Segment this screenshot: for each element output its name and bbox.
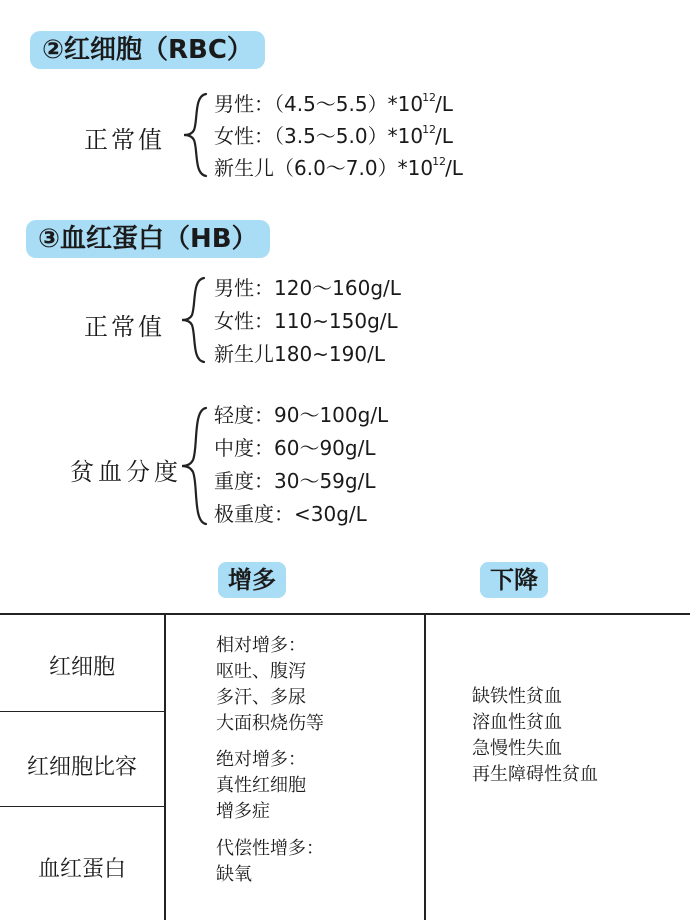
rbc-line-suffix: /L bbox=[435, 124, 453, 148]
hb-normal-label: 正常值 bbox=[84, 313, 165, 341]
increase-header: 增多 bbox=[218, 562, 286, 598]
list-item: 急慢性失血 bbox=[472, 738, 562, 759]
list-item: 再生障碍性贫血 bbox=[472, 764, 598, 785]
rbc-line-exp: 12 bbox=[422, 91, 437, 104]
list-item: 绝对增多： bbox=[216, 749, 306, 770]
table-row-divider bbox=[0, 711, 164, 712]
list-item: 大面积烧伤等 bbox=[216, 713, 324, 734]
table-top-border bbox=[0, 613, 690, 615]
rbc-line-newborn bbox=[214, 152, 463, 184]
anemia-line: 中度：60～90g/L bbox=[214, 436, 376, 460]
decrease-header: 下降 bbox=[480, 562, 548, 598]
list-item: 真性红细胞 bbox=[216, 775, 306, 796]
anemia-line: 重度：30～59g/L bbox=[214, 469, 376, 493]
anemia-line: 轻度：90～100g/L bbox=[214, 403, 389, 427]
hb-normal-line: 女性：110~150g/L bbox=[214, 309, 398, 333]
hb-normal-line: 男性：120～160g/L bbox=[214, 276, 401, 300]
hb-title: ③血红蛋白（HB） bbox=[26, 220, 270, 258]
rbc-normal-label: 正常值 bbox=[84, 126, 165, 154]
rbc-brace-icon bbox=[180, 90, 210, 180]
list-item: 溶血性贫血 bbox=[472, 712, 562, 733]
list-item: 增多症 bbox=[216, 801, 270, 822]
list-item: 代偿性增多： bbox=[216, 838, 324, 859]
anemia-brace-icon bbox=[178, 404, 210, 528]
row-label-hct: 红细胞比容 bbox=[26, 755, 137, 780]
rbc-line-suffix: /L bbox=[435, 92, 453, 116]
row-label-hb: 血红蛋白 bbox=[37, 857, 126, 882]
rbc-line-exp: 12 bbox=[432, 155, 447, 168]
rbc-title: ②红细胞（RBC） bbox=[30, 31, 265, 69]
anemia-line: 极重度：<30g/L bbox=[214, 502, 367, 526]
anemia-label: 贫血分度 bbox=[70, 458, 182, 486]
rbc-line-female bbox=[214, 120, 453, 152]
list-item: 缺铁性贫血 bbox=[472, 686, 562, 707]
rbc-line-prefix: 女性：（3.5～5.0）*10 bbox=[214, 124, 424, 148]
rbc-line-suffix: /L bbox=[445, 156, 463, 180]
list-item: 多汗、多尿 bbox=[216, 687, 306, 708]
table-row-divider bbox=[0, 806, 164, 807]
hb-normal-line: 新生儿180~190/L bbox=[214, 342, 385, 366]
rbc-line-prefix: 男性：（4.5～5.5）*10 bbox=[214, 92, 424, 116]
row-label-rbc: 红细胞 bbox=[48, 655, 115, 680]
list-item: 缺氧 bbox=[216, 864, 252, 885]
table-divider-col2 bbox=[424, 613, 426, 920]
rbc-line-male bbox=[214, 88, 453, 120]
list-item: 相对增多： bbox=[216, 635, 306, 656]
table-divider-col1 bbox=[164, 613, 166, 920]
hb-normal-brace-icon bbox=[178, 274, 208, 366]
list-item: 呕吐、腹泻 bbox=[216, 661, 306, 682]
rbc-line-exp: 12 bbox=[422, 123, 437, 136]
rbc-line-prefix: 新生儿（6.0～7.0）*10 bbox=[214, 156, 434, 180]
